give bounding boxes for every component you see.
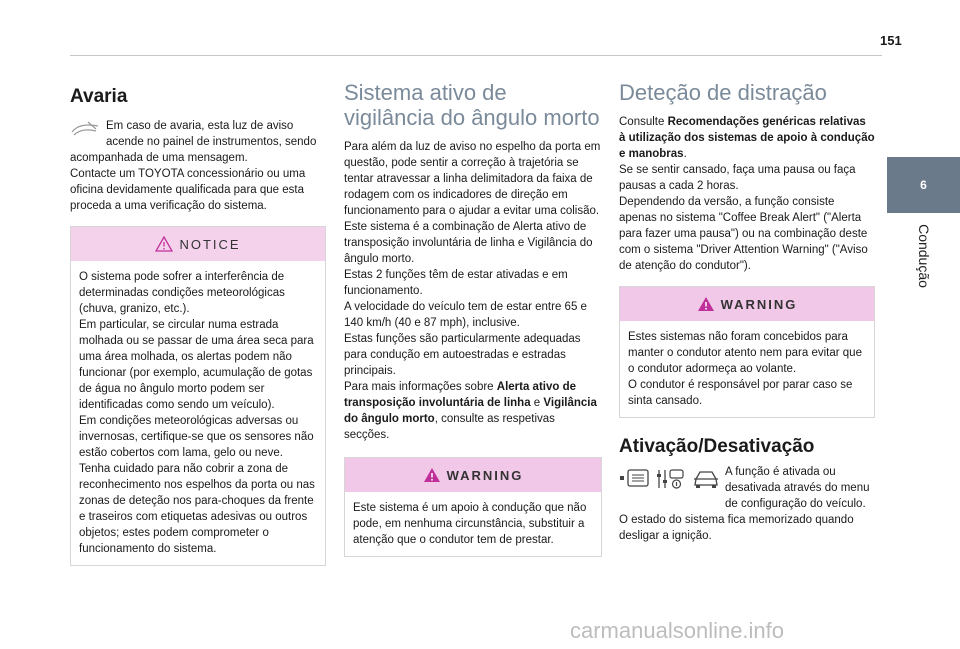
activation-para-1: A função é ativada ou desativada através do menu de configuração do veículo. xyxy=(725,466,870,510)
heading-avaria: Avaria xyxy=(70,86,128,107)
heading-distraction: Deteção de distração xyxy=(619,80,827,105)
heading-blind-spot: Sistema ativo de vigilância do ângulo morto xyxy=(344,80,600,130)
chapter-tab xyxy=(887,157,960,213)
chapter-number: 6 xyxy=(920,178,927,192)
notice-para-1: O sistema pode sofrer a interferência de determinadas condições meteorológicas (chuva, granizo, etc.). xyxy=(79,271,285,315)
avaria-para-2: Contacte um TOYOTA concessionário ou uma oficina devidamente qualificada para que esta proceda a uma verificação do sistema. xyxy=(70,168,306,212)
activation-row xyxy=(619,464,875,512)
blind-spot-para-3: Estas 2 funções têm de estar ativadas e em funcionamento. xyxy=(344,269,568,297)
warning-box-distraction xyxy=(619,286,875,418)
chapter-label: Condução xyxy=(915,223,932,288)
blind-spot-warning-icon xyxy=(70,120,100,143)
screen-menu-icon xyxy=(619,468,649,488)
warning-para-2: O condutor é responsável por parar caso se sinta cansado. xyxy=(628,379,853,407)
blind-spot-para-5: Estas funções são particularmente adequadas para condução em autoestradas e estradas principais. xyxy=(344,333,581,377)
notice-para-2: Em particular, se circular numa estrada molhada ou se passar de uma área seca para uma área molhada, os alertas podem não funcionar (por exemplo, acumulação de gotas de água no ângulo morto podem ser identificadas como sendo um veículo). xyxy=(79,319,314,411)
blind-spot-para-2: Este sistema é a combinação de Alerta ativo de transposição involuntária de linha e Vigilância do ângulo morto. xyxy=(344,221,593,265)
chapter-label-container xyxy=(887,213,960,298)
warning-triangle-icon xyxy=(697,296,715,312)
warning-para-1: Estes sistemas não foram concebidos para manter o condutor atento nem para evitar que o condutor adormeça ao volante. xyxy=(628,331,862,375)
top-divider xyxy=(70,55,882,56)
warning-triangle-icon xyxy=(155,236,173,252)
warning-triangle-icon xyxy=(423,467,441,483)
settings-sliders-icon xyxy=(655,468,685,490)
warning-title: WARNING xyxy=(446,467,524,483)
warning-text: Este sistema é um apoio à condução que não pode, em nenhuma circunstância, substituir a atenção que o condutor tem de prestar. xyxy=(353,502,587,546)
warning-header xyxy=(345,458,601,492)
distraction-para-1: Consulte Recomendações genéricas relativas à utilização dos sistemas de apoio à condução e manobras. xyxy=(619,116,875,160)
warning-box-blind-spot xyxy=(344,457,602,557)
activation-icons xyxy=(619,464,721,490)
distraction-para-3: Dependendo da versão, a função consiste apenas no sistema "Coffee Break Alert" ("Alerta para fazer uma pausa") ou na combinação deste com o sistema "Driver Attention Warning" ("Aviso de atenção do condutor"). xyxy=(619,196,868,272)
notice-header xyxy=(71,227,325,261)
warning-header xyxy=(620,287,874,321)
avaria-intro xyxy=(70,118,326,166)
notice-box xyxy=(70,226,326,566)
column-blind-spot xyxy=(344,80,602,557)
heading-activation: Ativação/Desativação xyxy=(619,436,815,457)
blind-spot-para-1: Para além da luz de aviso no espelho da porta em questão, pode sentir a correção à trajetória se tentar atravessar a linha delimitadora da faixa de rodagem com os indicadores de direção em funcionamento para o ajudar a evitar uma colisão. xyxy=(344,141,601,217)
notice-para-3: Em condições meteorológicas adversas ou invernosas, certifique-se que os sensores não estão cobertos com lama, gelo ou neve. xyxy=(79,415,314,459)
blind-spot-para-4: A velocidade do veículo tem de estar entre 65 e 140 km/h (40 e 87 mph), inclusive. xyxy=(344,301,587,329)
column-avaria xyxy=(70,80,326,566)
page-number: 151 xyxy=(880,33,902,48)
column-distraction xyxy=(619,80,875,544)
warning-title: WARNING xyxy=(720,296,798,312)
blind-spot-para-6: Para mais informações sobre Alerta ativo de transposição involuntária de linha e Vigilância do ângulo morto, consulte as respetivas secções. xyxy=(344,381,597,441)
notice-title: NOTICE xyxy=(179,236,241,252)
footer-watermark: carmanualsonline.info xyxy=(570,618,785,643)
notice-para-4: Tenha cuidado para não cobrir a zona de reconhecimento nos espelhos da porta ou nas zonas de deteção nos para-choques da frente e traseiros com etiquetas adesivas ou outros objetos; estes podem comprometer o funcionamento do sistema. xyxy=(79,463,315,555)
distraction-para-2: Se se sentir cansado, faça uma pausa ou faça pausas a cada 2 horas. xyxy=(619,164,856,192)
avaria-para-1: Em caso de avaria, esta luz de aviso acende no painel de instrumentos, sendo acompanhada de uma mensagem. xyxy=(70,120,317,164)
car-icon xyxy=(691,468,721,490)
activation-para-2: O estado do sistema fica memorizado quando desligar a ignição. xyxy=(619,514,854,542)
